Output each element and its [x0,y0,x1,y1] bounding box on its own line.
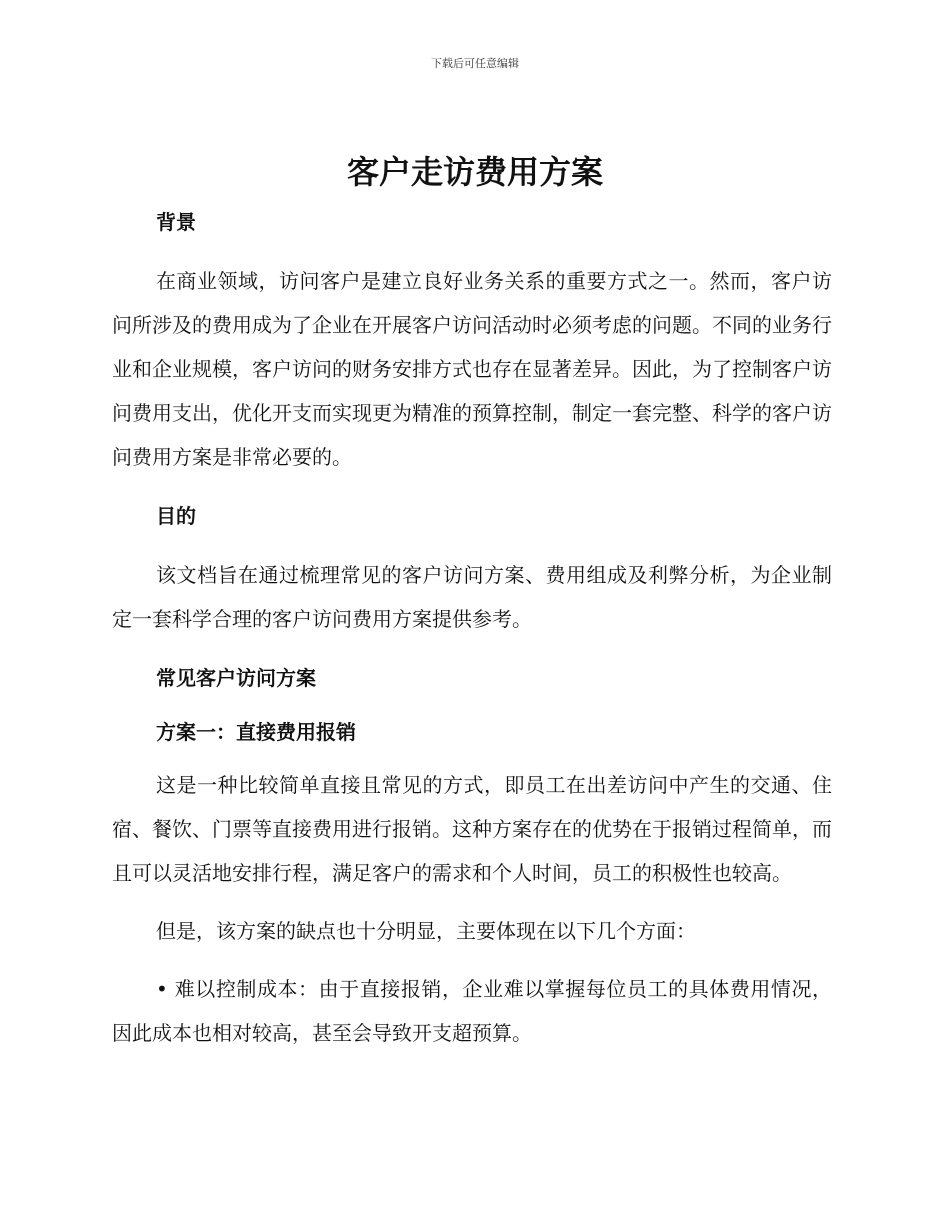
section-heading-plan-one: 方案一：直接费用报销 [156,720,356,744]
page-header-note: 下载后可任意编辑 [431,57,519,70]
paragraph-purpose: 该文档旨在通过梳理常见的客户访问方案、费用组成及利弊分析，为企业制定一套科学合理的客户访问费用方案提供参考。 [112,563,832,631]
paragraph-plan-one: 这是一种比较简单直接且常见的方式，即员工在出差访问中产生的交通、住宿、餐饮、门票等直接费用进行报销。这种方案存在的优势在于报销过程简单，而且可以灵活地安排行程，满足客户的需求和个人时间，员工的积极性也较高。 [112,773,832,885]
section-heading-purpose: 目的 [156,504,196,528]
bullet-item-cost-control: • 难以控制成本：由于直接报销，企业难以掌握每位员工的具体费用情况，因此成本也相对较高，甚至会导致开支超预算。 [112,977,832,1045]
document-title: 客户走访费用方案 [346,153,603,191]
section-heading-common-plans: 常见客户访问方案 [156,666,316,690]
paragraph-background: 在商业领域，访问客户是建立良好业务关系的重要方式之一。然而，客户访问所涉及的费用成为了企业在开展客户访问活动时必须考虑的问题。不同的业务行业和企业规模，客户访问的财务安排方式也存在显著差异。因此，为了控制客户访问费用支出，优化开支而实现更为精准的预算控制，制定一套完整、科学的客户访问费用方案是非常必要的。 [112,269,832,469]
section-heading-background: 背景 [156,210,196,234]
document-body [112,205,832,1055]
paragraph-drawbacks-intro: 但是，该方案的缺点也十分明显，主要体现在以下几个方面： [156,919,696,943]
